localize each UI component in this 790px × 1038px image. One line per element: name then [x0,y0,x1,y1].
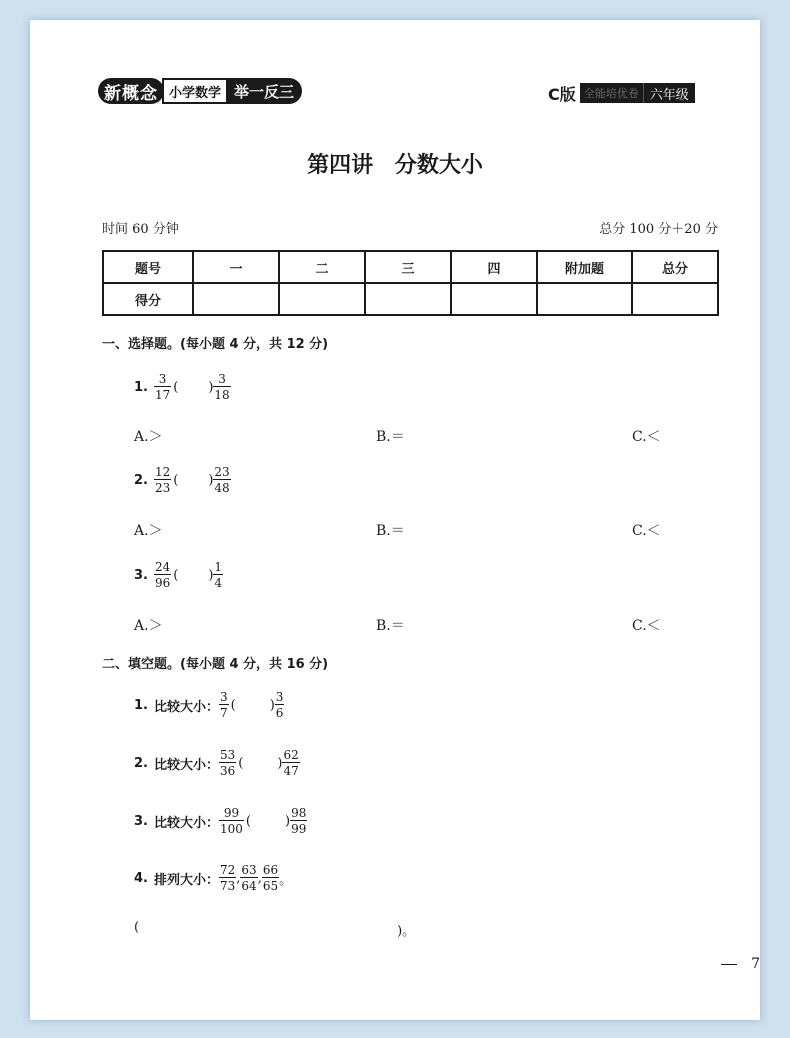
denominator: 99 [291,822,307,836]
page-number [721,956,760,972]
fraction [275,690,285,720]
score-header-cell: 题号 [103,251,193,283]
question-label: 比较大小： [153,699,219,715]
question-number: 3. [134,567,148,583]
fraction [240,863,257,893]
fill-question: 4. 排列大小： $\frac{72}{73}$ , $\frac{63}{64}$ , $\frac{66}{65}$ 。 [134,863,293,893]
answer-close-paren: )。 [397,924,416,939]
fraction [154,560,171,590]
question-number: 1. [134,697,148,713]
fraction [282,748,299,778]
question-label: 比较大小： [153,757,219,773]
numerator: 63 [241,863,257,877]
fraction [154,372,171,402]
fraction [213,372,230,402]
fraction [262,863,279,893]
worksheet-page [30,20,760,1020]
score-cell [632,283,718,315]
denominator: 36 [220,764,236,778]
edition-badge [548,82,695,104]
score-cell [193,283,279,315]
denominator: 17 [154,388,171,402]
denominator: 47 [283,764,299,778]
score-header-cell: 二 [279,251,365,283]
choice-question: 2. $\frac{12}{23}$ ( ) $\frac{23}{48}$ [134,465,230,495]
fraction [219,806,244,836]
total-score: 总分 100 分＋20 分 [599,222,718,237]
denominator: 18 [214,388,230,402]
fill-question: 2. 比较大小： $\frac{53}{36}$ ( ) $\frac{62}{47}$ [134,748,299,778]
score-header-cell: 附加题 [537,251,632,283]
score-table-score-row [103,283,718,315]
option-a[interactable]: A.＞ [134,523,163,539]
option-c[interactable]: C.＜ [632,523,661,539]
denominator: 48 [214,481,230,495]
option-b[interactable]: B.＝ [376,429,405,445]
fraction [219,748,236,778]
page-dash [721,964,737,965]
numerator: 23 [214,465,230,479]
score-cell [451,283,537,315]
fill-question: 1. 比较大小： $\frac{3}{7}$ ( ) $\frac{3}{6}$ [134,690,284,720]
numerator: 12 [154,465,171,479]
numerator: 99 [223,806,240,820]
option-a[interactable]: A.＞ [134,618,163,634]
score-header-cell: 三 [365,251,451,283]
choice-question: 1. $\frac{3}{17}$ ( ) $\frac{3}{18}$ [134,372,230,402]
numerator: 1 [214,560,223,574]
fraction [213,560,223,590]
score-row-label: 得分 [103,283,193,315]
section-heading-fill: 二、填空题。(每小题 4 分，共 16 分) [102,657,329,672]
fraction [219,863,236,893]
fill-question: 3. 比较大小： $\frac{99}{100}$ ( ) $\frac{98}{99}$ [134,806,307,836]
denominator: 96 [154,576,171,590]
fraction [213,465,230,495]
denominator: 7 [220,706,228,720]
question-label: 比较大小： [153,815,219,831]
grade-label: 六年级 [643,83,695,103]
page-title: 第四讲 分数大小 [307,153,483,178]
denominator: 23 [154,481,171,495]
denominator: 6 [275,706,284,720]
score-cell [279,283,365,315]
score-table [102,250,719,316]
denominator: 100 [220,822,243,836]
question-number: 2. [134,472,148,488]
fraction [219,690,229,720]
fraction [154,465,171,495]
score-cell [537,283,632,315]
page-number-value: 7 [751,956,760,972]
numerator: 66 [262,863,279,877]
option-c[interactable]: C.＜ [632,618,661,634]
subject-label: 小学数学 [162,78,228,104]
denominator: 4 [214,576,223,590]
numerator: 72 [220,863,236,877]
score-header-cell: 总分 [632,251,718,283]
numerator: 62 [283,748,299,762]
numerator: 53 [220,748,236,762]
book-series-badge [98,78,302,104]
option-b[interactable]: B.＝ [376,523,405,539]
brand-label: 新概念 [98,78,164,104]
choice-question: 3. $\frac{24}{96}$ ( ) $\frac{1}{4}$ [134,560,223,590]
score-table-header-row [103,251,718,283]
answer-blank[interactable] [139,920,397,939]
score-header-cell: 一 [193,251,279,283]
numerator: 3 [218,372,226,386]
option-c[interactable]: C.＜ [632,429,661,445]
denominator: 64 [241,879,257,893]
edition-note: 全能培优卷 [580,83,643,103]
ordering-answer [134,920,415,939]
question-number: 4. [134,870,148,886]
score-cell [365,283,451,315]
option-b[interactable]: B.＝ [376,618,405,634]
question-number: 1. [134,379,148,395]
numerator: 24 [154,560,171,574]
answer-open-paren: ( [134,920,140,935]
section-heading-choice: 一、选择题。(每小题 4 分，共 12 分) [102,337,329,352]
numerator: 98 [291,806,307,820]
series-label: 举一反三 [228,78,302,104]
edition-label: C版 [548,84,576,104]
numerator: 3 [158,372,167,386]
numerator: 3 [220,690,228,704]
fraction [290,806,307,836]
denominator: 65 [262,879,279,893]
question-number: 2. [134,755,148,771]
denominator: 73 [220,879,236,893]
question-number: 3. [134,813,148,829]
numerator: 3 [275,690,284,704]
score-header-cell: 四 [451,251,537,283]
option-a[interactable]: A.＞ [134,429,163,445]
time-limit: 时间 60 分钟 [102,222,179,237]
question-label: 排列大小： [153,872,219,888]
